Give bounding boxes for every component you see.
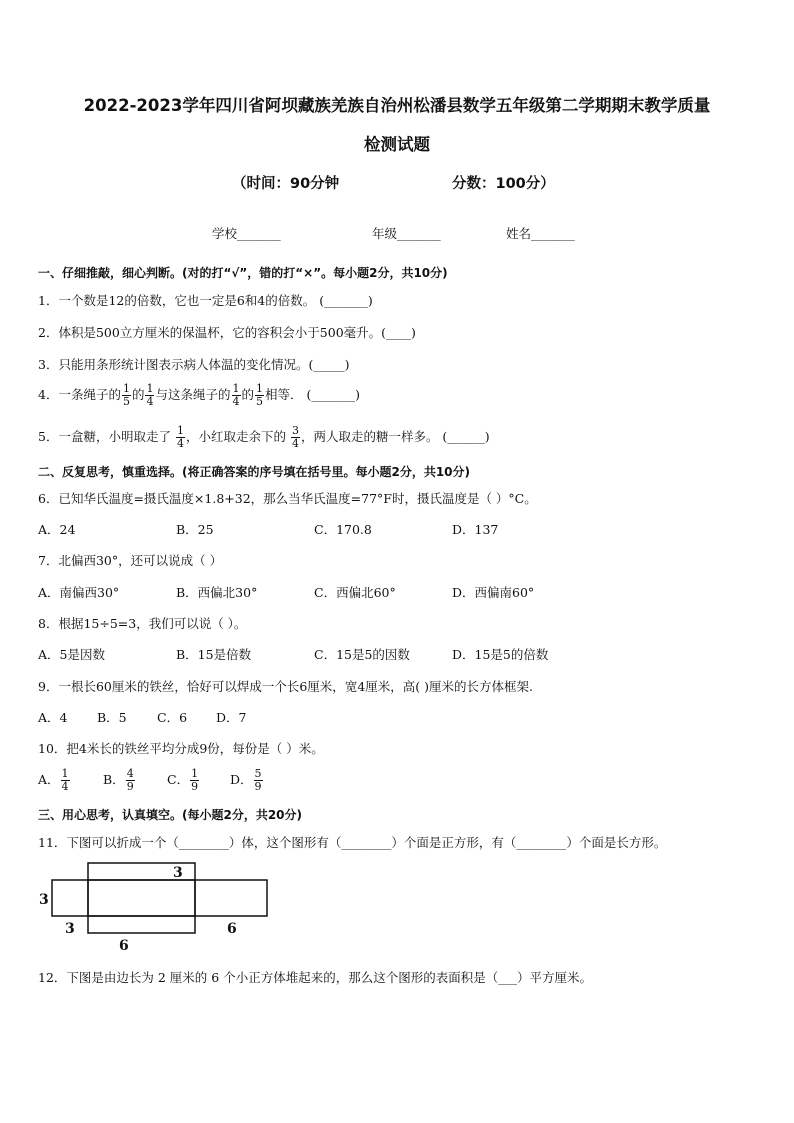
q10-option-b: [103, 768, 136, 793]
q4-text-a: 4．一条绳子的: [38, 387, 121, 402]
fraction-numerator: 5: [254, 767, 262, 780]
question-12: 12．下图是由边长为 2 厘米的 6 个小正方体堆起来的，那么这个图形的表面积是（___）平方厘米。: [38, 970, 592, 985]
q10-fraction-b: [126, 768, 135, 793]
q5-text-c: ，两人取走的糖一样多。 (______): [300, 429, 490, 444]
q6-option-c: C．170.8: [314, 522, 372, 537]
q7-option-c: C．西偏北60°: [314, 585, 396, 600]
net-label-left: 3: [39, 892, 49, 908]
q6-option-a: A．24: [38, 522, 76, 537]
question-3: 3．只能用条形统计图表示病人体温的变化情况。(_____): [38, 357, 350, 372]
fraction-denominator: 4: [176, 437, 184, 450]
question-10: 10．把4米长的铁丝平均分成9份，每份是（ ）米。: [38, 741, 324, 756]
fraction-numerator: 1: [191, 767, 199, 780]
q8-option-a: A．5是因数: [38, 647, 105, 662]
option-label: D．: [230, 772, 253, 787]
q10-option-d: [230, 768, 264, 793]
q5-text-a: 5．一盒糖，小明取走了: [38, 429, 171, 444]
exam-score: 分数：100分）: [452, 176, 555, 192]
fraction-denominator: 5: [256, 395, 264, 408]
name-field: 姓名_______: [506, 226, 575, 241]
net-face-left: [52, 880, 88, 916]
fraction-denominator: 9: [126, 780, 134, 793]
net-face-right: [195, 880, 267, 916]
school-field: 学校_______: [212, 226, 281, 241]
q10-fraction-a: [61, 768, 70, 793]
net-label-bottom-right: 6: [227, 921, 237, 937]
fraction-denominator: 5: [122, 395, 130, 408]
q4-text-c: 与这条绳子的: [155, 387, 231, 402]
q10-option-c: [167, 768, 200, 793]
fraction-denominator: 4: [232, 395, 240, 408]
q10-fraction-c: [190, 768, 199, 793]
q8-option-b: B．15是倍数: [176, 647, 252, 662]
section1-heading: 一、仔细推敲，细心判断。(对的打“√”，错的打“×”。每小题2分，共10分): [38, 266, 448, 280]
q9-option-b: B．5: [97, 710, 127, 725]
fraction-numerator: 1: [146, 382, 154, 395]
fraction-numerator: 1: [61, 767, 69, 780]
question-6: 6．已知华氏温度=摄氏温度×1.8+32，那么当华氏温度=77°F时，摄氏温度是（ ）°C。: [38, 491, 537, 506]
fraction-numerator: 4: [126, 767, 134, 780]
q4-text-d: 的: [241, 387, 255, 402]
net-face-bottom: [88, 916, 195, 933]
question-4: [38, 383, 360, 408]
q5-fraction-2: [291, 425, 300, 450]
fraction-numerator: 1: [122, 382, 130, 395]
question-11: 11．下图可以折成一个（________）体，这个图形有（________）个面是正方形，有（________）个面是长方形。: [38, 835, 667, 850]
fraction-numerator: 3: [291, 424, 299, 437]
q7-option-d: D．西偏南60°: [452, 585, 535, 600]
option-label: A．: [38, 772, 60, 787]
q8-option-d: D．15是5的倍数: [452, 647, 549, 662]
q10-fraction-d: [254, 768, 263, 793]
section3-heading: 三、用心思考，认真填空。(每小题2分，共20分): [38, 808, 303, 822]
net-label-bottom-left: 3: [65, 921, 75, 937]
q4-text-e: 相等． (_______): [265, 387, 360, 402]
question-9: 9．一根长60厘米的铁丝，恰好可以焊成一个长6厘米，宽4厘米，高( )厘米的长方体框架.: [38, 679, 533, 694]
option-label: C．: [167, 772, 190, 787]
question-7: 7．北偏西30°，还可以说成（ ）: [38, 553, 223, 568]
q5-fraction-1: [176, 425, 185, 450]
question-8: 8．根据15÷5=3，我们可以说（ ）。: [38, 616, 247, 631]
net-label-bottom-mid: 6: [119, 938, 129, 952]
q9-option-d: D．7: [216, 710, 247, 725]
grade-field: 年级_______: [372, 226, 441, 241]
exam-title-line1: 2022-2023学年四川省阿坝藏族羌族自治州松潘县数学五年级第二学期期末教学质量: [83, 96, 711, 115]
q4-fraction-3: [232, 383, 241, 408]
fraction-numerator: 1: [232, 382, 240, 395]
fraction-denominator: 9: [254, 780, 262, 793]
q9-option-c: C．6: [157, 710, 188, 725]
q4-fraction-4: [255, 383, 264, 408]
q4-text-b: 的: [131, 387, 145, 402]
q4-fraction-1: [122, 383, 131, 408]
section2-heading: 二、反复思考，慎重选择。(将正确答案的序号填在括号里。每小题2分，共10分): [38, 465, 471, 479]
exam-title-line2: 检测试题: [364, 135, 430, 154]
fraction-denominator: 4: [146, 395, 154, 408]
option-label: B．: [103, 772, 125, 787]
question-2: 2．体积是500立方厘米的保温杯，它的容积会小于500毫升。(____): [38, 325, 416, 340]
fraction-denominator: 4: [291, 437, 299, 450]
cuboid-net-diagram: [36, 860, 276, 952]
q5-text-b: ，小红取走余下的: [185, 429, 286, 444]
fraction-numerator: 1: [256, 382, 264, 395]
fraction-denominator: 9: [191, 780, 199, 793]
fraction-numerator: 1: [176, 424, 184, 437]
q6-option-b: B．25: [176, 522, 214, 537]
q10-option-a: [38, 768, 71, 793]
question-5: [38, 425, 490, 450]
q4-fraction-2: [145, 383, 154, 408]
exam-time: （时间：90分钟: [232, 176, 340, 192]
q7-option-a: A．南偏西30°: [38, 585, 120, 600]
net-face-front: [88, 880, 195, 916]
q6-option-d: D．137: [452, 522, 499, 537]
q7-option-b: B．西偏北30°: [176, 585, 258, 600]
fraction-denominator: 4: [61, 780, 69, 793]
q8-option-c: C．15是5的因数: [314, 647, 410, 662]
q9-option-a: A．4: [38, 710, 68, 725]
question-1: 1．一个数是12的倍数，它也一定是6和4的倍数。 (_______): [38, 293, 373, 308]
net-label-top: 3: [173, 865, 183, 881]
